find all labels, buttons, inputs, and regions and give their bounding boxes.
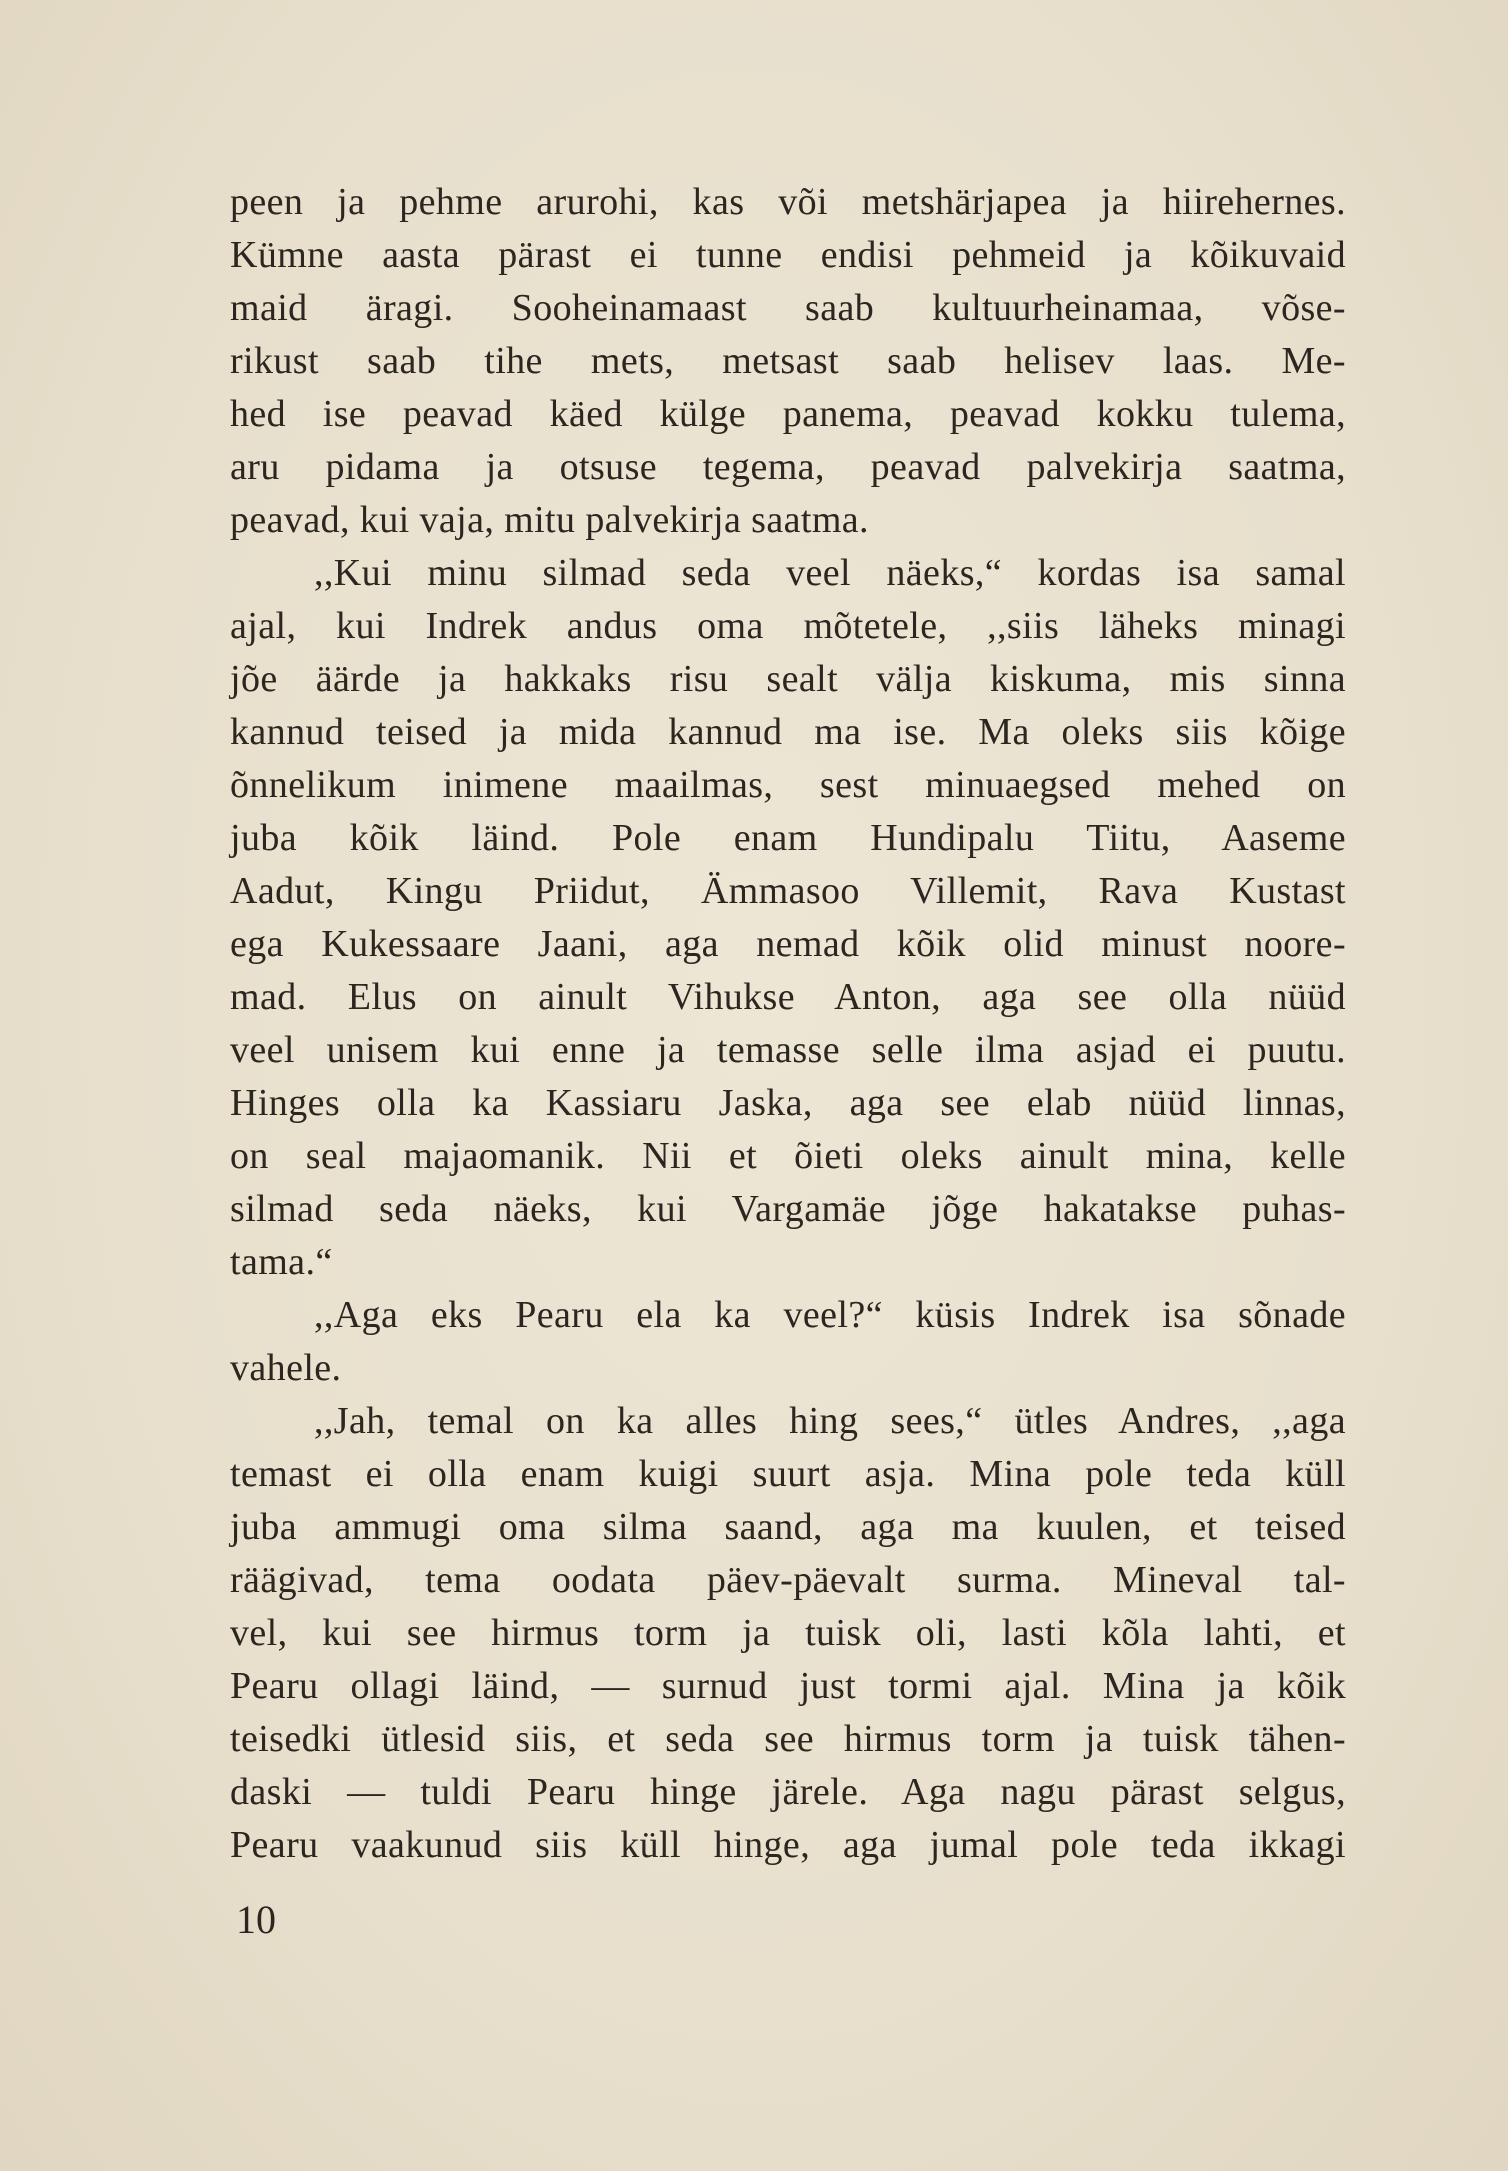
- text-line: Pearu ollagi läind, — surnud just tormi ajal. Mina ja kõik: [230, 1665, 1346, 1707]
- text-line: Hinges olla ka Kassiaru Jaska, aga see elab nüüd linnas,: [230, 1082, 1346, 1124]
- text-line: daski — tuldi Pearu hinge järele. Aga nagu pärast selgus,: [230, 1771, 1346, 1813]
- text-line: aru pidama ja otsuse tegema, peavad palvekirja saatma,: [230, 446, 1346, 488]
- text-line: hed ise peavad käed külge panema, peavad kokku tulema,: [230, 393, 1346, 435]
- text-line: on seal majaomanik. Nii et õieti oleks ainult mina, kelle: [230, 1135, 1346, 1177]
- text-line: tama.“: [230, 1241, 333, 1283]
- text-line: maid äragi. Sooheinamaast saab kultuurheinamaa, võse-: [230, 287, 1346, 329]
- text-line: Aadut, Kingu Priidut, Ämmasoo Villemit, Rava Kustast: [230, 870, 1346, 912]
- page-number: 10: [236, 1897, 276, 1942]
- body-text: [230, 176, 1346, 1872]
- text-line: kannud teised ja mida kannud ma ise. Ma oleks siis kõige: [230, 711, 1346, 753]
- text-line: peen ja pehme arurohi, kas või metshärjapea ja hiirehernes.: [230, 181, 1346, 223]
- text-line: silmad seda näeks, kui Vargamäe jõge hakatakse puhas-: [230, 1188, 1346, 1230]
- text-line: ,,Aga eks Pearu ela ka veel?“ küsis Indrek isa sõnade: [314, 1294, 1346, 1336]
- text-line: ,,Kui minu silmad seda veel näeks,“ kordas isa samal: [314, 552, 1346, 594]
- text-line: mad. Elus on ainult Vihukse Anton, aga see olla nüüd: [230, 976, 1346, 1018]
- text-line: rikust saab tihe mets, metsast saab helisev laas. Me-: [230, 340, 1346, 382]
- text-line: Kümne aasta pärast ei tunne endisi pehmeid ja kõikuvaid: [230, 234, 1346, 276]
- text-line: Pearu vaakunud siis küll hinge, aga jumal pole teda ikkagi: [230, 1824, 1346, 1866]
- text-line: temast ei olla enam kuigi suurt asja. Mina pole teda küll: [230, 1453, 1346, 1495]
- text-line: veel unisem kui enne ja temasse selle ilma asjad ei puutu.: [230, 1029, 1346, 1071]
- text-line: vahele.: [230, 1347, 342, 1389]
- text-line: ega Kukessaare Jaani, aga nemad kõik olid minust noore-: [230, 923, 1346, 965]
- text-line: teisedki ütlesid siis, et seda see hirmus torm ja tuisk tähen-: [230, 1718, 1346, 1760]
- text-line: ,,Jah, temal on ka alles hing sees,“ ütles Andres, ,,aga: [314, 1400, 1346, 1442]
- text-line: ajal, kui Indrek andus oma mõtetele, ,,siis läheks minagi: [230, 605, 1346, 647]
- text-line: jõe äärde ja hakkaks risu sealt välja kiskuma, mis sinna: [230, 658, 1346, 700]
- text-line: räägivad, tema oodata päev-päevalt surma. Mineval tal-: [230, 1559, 1346, 1601]
- text-line: õnnelikum inimene maailmas, sest minuaegsed mehed on: [230, 764, 1346, 806]
- text-line: juba ammugi oma silma saand, aga ma kuulen, et teised: [230, 1506, 1346, 1548]
- text-line: peavad, kui vaja, mitu palvekirja saatma.: [230, 499, 869, 541]
- text-line: juba kõik läind. Pole enam Hundipalu Tiitu, Aaseme: [230, 817, 1346, 859]
- text-line: vel, kui see hirmus torm ja tuisk oli, lasti kõla lahti, et: [230, 1612, 1346, 1654]
